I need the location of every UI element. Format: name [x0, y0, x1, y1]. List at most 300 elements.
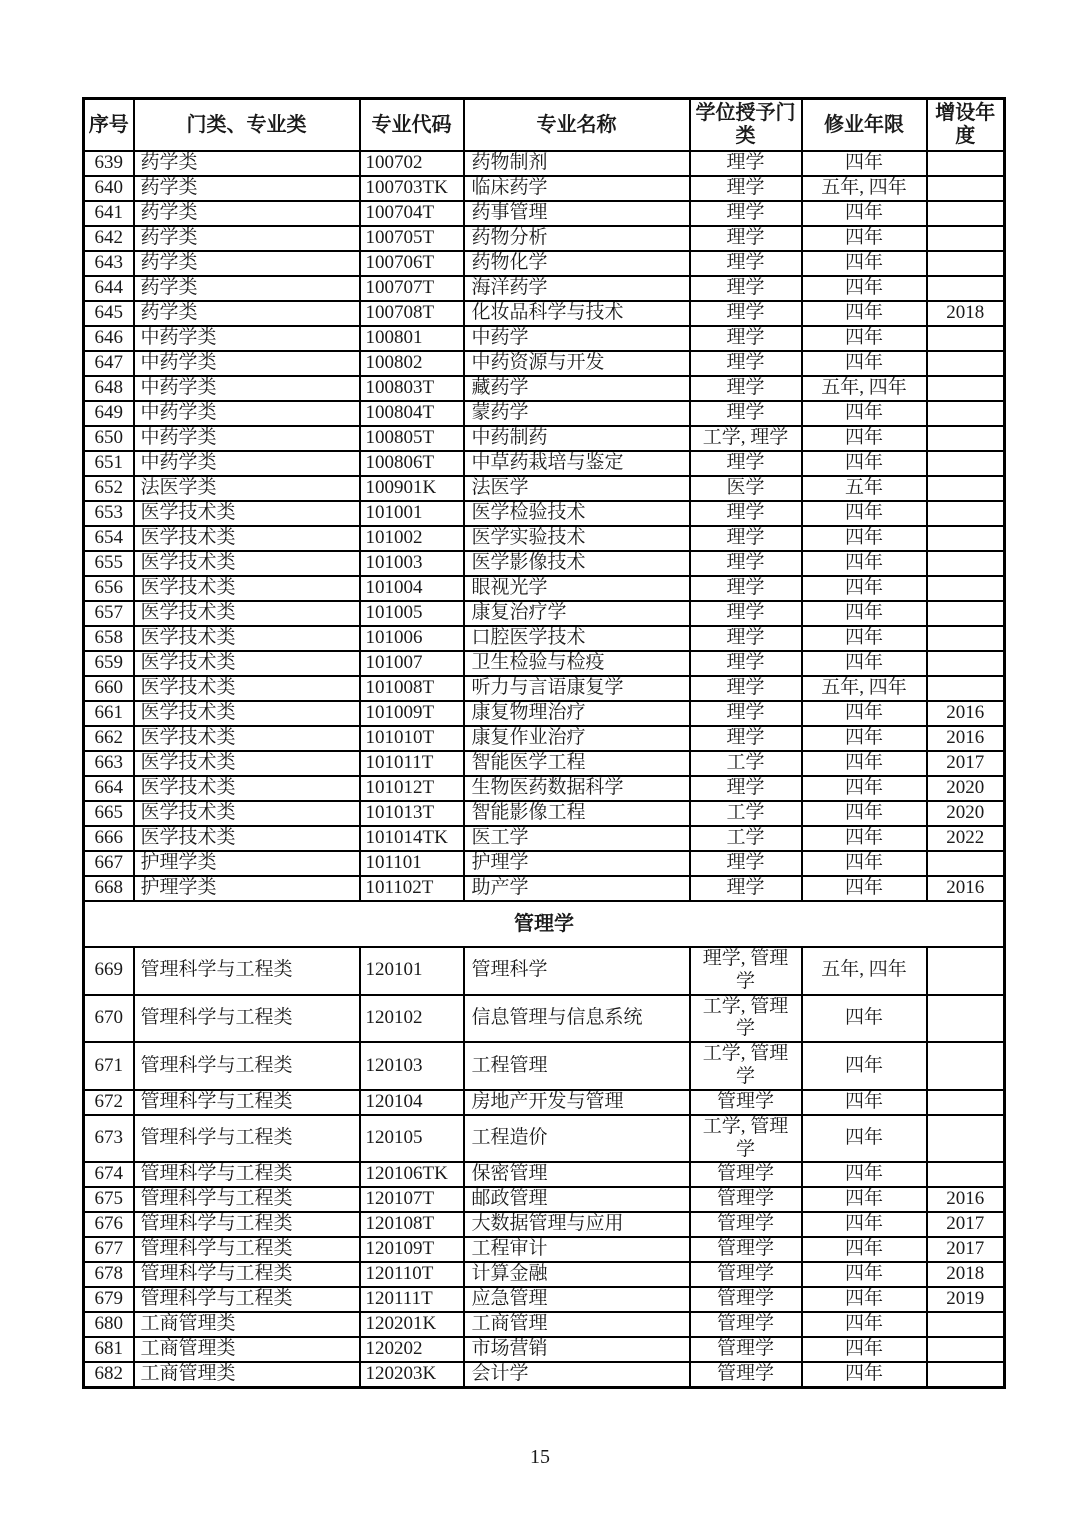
cell-name: 药物分析: [464, 226, 690, 251]
cell-code: 101002: [360, 526, 464, 551]
cell-no: 648: [84, 376, 134, 401]
cell-code: 120111T: [360, 1287, 464, 1312]
cell-added: [927, 376, 1005, 401]
cell-degree: 理学: [690, 226, 802, 251]
cell-years: 四年: [802, 626, 927, 651]
cell-code: 100901K: [360, 476, 464, 501]
cell-category: 医学技术类: [134, 601, 360, 626]
cell-code: 120201K: [360, 1312, 464, 1337]
cell-category: 管理科学与工程类: [134, 1287, 360, 1312]
section-row: [84, 901, 1005, 947]
cell-years: 四年: [802, 1115, 927, 1163]
cell-category: 工商管理类: [134, 1362, 360, 1388]
cell-no: 664: [84, 776, 134, 801]
cell-years: 五年, 四年: [802, 376, 927, 401]
cell-degree: 理学: [690, 401, 802, 426]
cell-added: 2022: [927, 826, 1005, 851]
cell-degree: 管理学: [690, 1162, 802, 1187]
cell-added: [927, 551, 1005, 576]
cell-category: 医学技术类: [134, 701, 360, 726]
cell-name: 工程管理: [464, 1042, 690, 1090]
cell-category: 管理科学与工程类: [134, 1042, 360, 1090]
cell-name: 海洋药学: [464, 276, 690, 301]
cell-no: 661: [84, 701, 134, 726]
cell-no: 679: [84, 1287, 134, 1312]
cell-added: 2017: [927, 1212, 1005, 1237]
cell-code: 101012T: [360, 776, 464, 801]
cell-no: 666: [84, 826, 134, 851]
cell-degree: 工学, 管理学: [690, 1042, 802, 1090]
cell-years: 五年, 四年: [802, 947, 927, 995]
cell-added: [927, 995, 1005, 1043]
cell-category: 药学类: [134, 201, 360, 226]
cell-degree: 理学: [690, 651, 802, 676]
cell-category: 管理科学与工程类: [134, 995, 360, 1043]
cell-years: 四年: [802, 526, 927, 551]
cell-years: 四年: [802, 876, 927, 901]
cell-category: 中药学类: [134, 401, 360, 426]
table-row: [84, 995, 1005, 1043]
cell-degree: 管理学: [690, 1237, 802, 1262]
cell-code: 120107T: [360, 1187, 464, 1212]
table-row: [84, 826, 1005, 851]
cell-category: 中药学类: [134, 326, 360, 351]
cell-added: 2017: [927, 1237, 1005, 1262]
cell-added: [927, 1337, 1005, 1362]
cell-code: 101011T: [360, 751, 464, 776]
cell-code: 100702: [360, 151, 464, 176]
col-header-degree: 学位授予门类: [690, 99, 802, 152]
cell-degree: 理学: [690, 376, 802, 401]
table-row: [84, 701, 1005, 726]
cell-degree: 管理学: [690, 1212, 802, 1237]
cell-code: 101006: [360, 626, 464, 651]
cell-code: 100804T: [360, 401, 464, 426]
cell-category: 护理学类: [134, 851, 360, 876]
cell-code: 101101: [360, 851, 464, 876]
cell-years: 四年: [802, 576, 927, 601]
cell-added: [927, 176, 1005, 201]
cell-added: [927, 151, 1005, 176]
cell-category: 中药学类: [134, 351, 360, 376]
cell-no: 673: [84, 1115, 134, 1163]
table-row: [84, 326, 1005, 351]
table-row: [84, 301, 1005, 326]
cell-added: [927, 1312, 1005, 1337]
table-row: [84, 726, 1005, 751]
cell-name: 护理学: [464, 851, 690, 876]
table-row: [84, 151, 1005, 176]
cell-years: 四年: [802, 851, 927, 876]
table-row: [84, 1090, 1005, 1115]
table-row: [84, 376, 1005, 401]
cell-added: [927, 651, 1005, 676]
cell-no: 680: [84, 1312, 134, 1337]
cell-years: 四年: [802, 276, 927, 301]
cell-no: 663: [84, 751, 134, 776]
table-row: [84, 947, 1005, 995]
table-row: [84, 1337, 1005, 1362]
cell-category: 管理科学与工程类: [134, 1090, 360, 1115]
cell-no: 678: [84, 1262, 134, 1287]
cell-added: [927, 1362, 1005, 1388]
cell-code: 100705T: [360, 226, 464, 251]
cell-added: [927, 276, 1005, 301]
cell-category: 医学技术类: [134, 776, 360, 801]
cell-degree: 理学: [690, 351, 802, 376]
table-row: [84, 1262, 1005, 1287]
cell-code: 100801: [360, 326, 464, 351]
cell-added: [927, 1042, 1005, 1090]
cell-name: 保密管理: [464, 1162, 690, 1187]
cell-degree: 管理学: [690, 1312, 802, 1337]
table-row: [84, 1237, 1005, 1262]
cell-years: 四年: [802, 451, 927, 476]
cell-years: 四年: [802, 201, 927, 226]
table-row: [84, 576, 1005, 601]
cell-code: 120104: [360, 1090, 464, 1115]
cell-name: 信息管理与信息系统: [464, 995, 690, 1043]
cell-years: 四年: [802, 1312, 927, 1337]
table-row: [84, 351, 1005, 376]
cell-name: 工程审计: [464, 1237, 690, 1262]
cell-category: 护理学类: [134, 876, 360, 901]
cell-name: 中药学: [464, 326, 690, 351]
cell-added: [927, 626, 1005, 651]
cell-years: 四年: [802, 426, 927, 451]
cell-years: 四年: [802, 1187, 927, 1212]
cell-category: 管理科学与工程类: [134, 1187, 360, 1212]
col-header-code: 专业代码: [360, 99, 464, 152]
cell-code: 120202: [360, 1337, 464, 1362]
cell-added: [927, 426, 1005, 451]
cell-no: 653: [84, 501, 134, 526]
cell-added: [927, 851, 1005, 876]
cell-category: 药学类: [134, 226, 360, 251]
cell-years: 四年: [802, 995, 927, 1043]
cell-years: 五年, 四年: [802, 176, 927, 201]
cell-code: 101007: [360, 651, 464, 676]
cell-no: 651: [84, 451, 134, 476]
cell-no: 660: [84, 676, 134, 701]
col-header-added: 增设年度: [927, 99, 1005, 152]
cell-code: 100703TK: [360, 176, 464, 201]
cell-code: 101004: [360, 576, 464, 601]
cell-code: 101013T: [360, 801, 464, 826]
cell-name: 工程造价: [464, 1115, 690, 1163]
cell-name: 药物化学: [464, 251, 690, 276]
cell-added: [927, 576, 1005, 601]
cell-no: 675: [84, 1187, 134, 1212]
cell-code: 101008T: [360, 676, 464, 701]
table-row: [84, 1312, 1005, 1337]
table-row: [84, 401, 1005, 426]
cell-years: 四年: [802, 401, 927, 426]
cell-degree: 理学: [690, 451, 802, 476]
table-row: [84, 251, 1005, 276]
cell-no: 668: [84, 876, 134, 901]
cell-added: [927, 251, 1005, 276]
cell-name: 化妆品科学与技术: [464, 301, 690, 326]
cell-added: [927, 1162, 1005, 1187]
cell-name: 管理科学: [464, 947, 690, 995]
table-row: [84, 426, 1005, 451]
table-row: [84, 1187, 1005, 1212]
cell-code: 100704T: [360, 201, 464, 226]
cell-degree: 理学: [690, 726, 802, 751]
cell-no: 659: [84, 651, 134, 676]
cell-years: 四年: [802, 826, 927, 851]
cell-degree: 理学: [690, 326, 802, 351]
cell-no: 640: [84, 176, 134, 201]
cell-years: 四年: [802, 1337, 927, 1362]
cell-name: 应急管理: [464, 1287, 690, 1312]
cell-no: 654: [84, 526, 134, 551]
cell-category: 医学技术类: [134, 801, 360, 826]
cell-name: 康复作业治疗: [464, 726, 690, 751]
cell-category: 中药学类: [134, 376, 360, 401]
cell-name: 康复物理治疗: [464, 701, 690, 726]
cell-years: 四年: [802, 226, 927, 251]
cell-added: 2016: [927, 876, 1005, 901]
cell-name: 医学影像技术: [464, 551, 690, 576]
cell-added: 2020: [927, 776, 1005, 801]
cell-degree: 工学: [690, 751, 802, 776]
cell-category: 医学技术类: [134, 526, 360, 551]
cell-added: 2016: [927, 1187, 1005, 1212]
cell-degree: 理学: [690, 301, 802, 326]
cell-added: [927, 501, 1005, 526]
cell-code: 120105: [360, 1115, 464, 1163]
cell-years: 四年: [802, 326, 927, 351]
cell-no: 662: [84, 726, 134, 751]
table-row: [84, 851, 1005, 876]
cell-name: 中草药栽培与鉴定: [464, 451, 690, 476]
cell-category: 中药学类: [134, 426, 360, 451]
cell-no: 642: [84, 226, 134, 251]
table-row: [84, 651, 1005, 676]
cell-added: [927, 226, 1005, 251]
cell-name: 藏药学: [464, 376, 690, 401]
cell-name: 药物制剂: [464, 151, 690, 176]
cell-added: [927, 451, 1005, 476]
table-row: [84, 1362, 1005, 1388]
table-row: [84, 776, 1005, 801]
cell-added: 2018: [927, 1262, 1005, 1287]
table-row: [84, 601, 1005, 626]
table-row: [84, 526, 1005, 551]
cell-degree: 理学: [690, 176, 802, 201]
cell-degree: 理学: [690, 526, 802, 551]
cell-name: 中药资源与开发: [464, 351, 690, 376]
table-row: [84, 276, 1005, 301]
cell-years: 四年: [802, 801, 927, 826]
cell-no: 658: [84, 626, 134, 651]
cell-added: [927, 1090, 1005, 1115]
cell-no: 676: [84, 1212, 134, 1237]
table-row: [84, 801, 1005, 826]
cell-years: 四年: [802, 776, 927, 801]
cell-name: 卫生检验与检疫: [464, 651, 690, 676]
cell-years: 四年: [802, 726, 927, 751]
cell-category: 医学技术类: [134, 676, 360, 701]
cell-name: 眼视光学: [464, 576, 690, 601]
cell-no: 669: [84, 947, 134, 995]
cell-category: 药学类: [134, 151, 360, 176]
cell-code: 120108T: [360, 1212, 464, 1237]
cell-name: 听力与言语康复学: [464, 676, 690, 701]
cell-degree: 管理学: [690, 1090, 802, 1115]
cell-years: 四年: [802, 551, 927, 576]
cell-category: 管理科学与工程类: [134, 1237, 360, 1262]
cell-years: 四年: [802, 351, 927, 376]
cell-years: 五年, 四年: [802, 676, 927, 701]
cell-category: 医学技术类: [134, 501, 360, 526]
cell-years: 四年: [802, 651, 927, 676]
cell-category: 管理科学与工程类: [134, 947, 360, 995]
cell-added: [927, 201, 1005, 226]
cell-name: 计算金融: [464, 1262, 690, 1287]
cell-degree: 管理学: [690, 1262, 802, 1287]
cell-name: 医学实验技术: [464, 526, 690, 551]
cell-code: 100802: [360, 351, 464, 376]
cell-degree: 理学: [690, 701, 802, 726]
cell-degree: 理学: [690, 776, 802, 801]
cell-years: 四年: [802, 1090, 927, 1115]
table-row: [84, 451, 1005, 476]
table-row: [84, 751, 1005, 776]
cell-degree: 理学: [690, 626, 802, 651]
cell-no: 652: [84, 476, 134, 501]
cell-added: [927, 676, 1005, 701]
cell-degree: 理学: [690, 576, 802, 601]
cell-code: 120102: [360, 995, 464, 1043]
cell-no: 667: [84, 851, 134, 876]
cell-added: [927, 401, 1005, 426]
table-row: [84, 676, 1005, 701]
cell-added: [927, 947, 1005, 995]
cell-years: 四年: [802, 1162, 927, 1187]
cell-degree: 医学: [690, 476, 802, 501]
cell-years: 五年: [802, 476, 927, 501]
page-number: 15: [530, 1446, 550, 1468]
cell-no: 644: [84, 276, 134, 301]
cell-no: 677: [84, 1237, 134, 1262]
cell-no: 655: [84, 551, 134, 576]
cell-category: 医学技术类: [134, 651, 360, 676]
cell-degree: 理学: [690, 251, 802, 276]
cell-name: 会计学: [464, 1362, 690, 1388]
cell-degree: 理学: [690, 851, 802, 876]
cell-degree: 管理学: [690, 1362, 802, 1388]
table-row: [84, 1162, 1005, 1187]
table-row: [84, 1115, 1005, 1163]
cell-name: 市场营销: [464, 1337, 690, 1362]
cell-added: 2019: [927, 1287, 1005, 1312]
cell-name: 工商管理: [464, 1312, 690, 1337]
cell-code: 101001: [360, 501, 464, 526]
section-header: 管理学: [84, 901, 1005, 947]
cell-no: 671: [84, 1042, 134, 1090]
cell-no: 657: [84, 601, 134, 626]
cell-category: 医学技术类: [134, 826, 360, 851]
cell-name: 生物医药数据科学: [464, 776, 690, 801]
cell-name: 智能医学工程: [464, 751, 690, 776]
cell-years: 四年: [802, 501, 927, 526]
cell-name: 医工学: [464, 826, 690, 851]
cell-degree: 理学: [690, 151, 802, 176]
cell-years: 四年: [802, 301, 927, 326]
table-body: [84, 151, 1005, 1388]
col-header-no: 序号: [84, 99, 134, 152]
cell-no: 682: [84, 1362, 134, 1388]
cell-code: 120203K: [360, 1362, 464, 1388]
cell-name: 大数据管理与应用: [464, 1212, 690, 1237]
cell-category: 医学技术类: [134, 751, 360, 776]
cell-category: 管理科学与工程类: [134, 1262, 360, 1287]
cell-degree: 工学, 管理学: [690, 1115, 802, 1163]
cell-code: 120101: [360, 947, 464, 995]
cell-no: 670: [84, 995, 134, 1043]
table-row: [84, 476, 1005, 501]
col-header-name: 专业名称: [464, 99, 690, 152]
cell-no: 681: [84, 1337, 134, 1362]
cell-name: 助产学: [464, 876, 690, 901]
cell-added: [927, 601, 1005, 626]
cell-added: [927, 476, 1005, 501]
cell-degree: 工学, 管理学: [690, 995, 802, 1043]
cell-category: 中药学类: [134, 451, 360, 476]
cell-added: [927, 351, 1005, 376]
cell-added: [927, 326, 1005, 351]
cell-degree: 管理学: [690, 1187, 802, 1212]
cell-added: 2017: [927, 751, 1005, 776]
cell-degree: 理学: [690, 601, 802, 626]
cell-no: 647: [84, 351, 134, 376]
cell-degree: 工学: [690, 801, 802, 826]
cell-added: 2016: [927, 701, 1005, 726]
cell-name: 康复治疗学: [464, 601, 690, 626]
cell-degree: 工学, 理学: [690, 426, 802, 451]
cell-code: 101005: [360, 601, 464, 626]
cell-no: 656: [84, 576, 134, 601]
cell-code: 100708T: [360, 301, 464, 326]
table-row: [84, 626, 1005, 651]
cell-code: 120110T: [360, 1262, 464, 1287]
table-row: [84, 1212, 1005, 1237]
cell-name: 邮政管理: [464, 1187, 690, 1212]
table-header: [84, 99, 1005, 152]
table-row: [84, 1042, 1005, 1090]
cell-degree: 理学: [690, 201, 802, 226]
cell-name: 智能影像工程: [464, 801, 690, 826]
cell-code: 120103: [360, 1042, 464, 1090]
cell-degree: 管理学: [690, 1337, 802, 1362]
cell-degree: 理学: [690, 276, 802, 301]
cell-years: 四年: [802, 1287, 927, 1312]
table-row: [84, 1287, 1005, 1312]
cell-category: 药学类: [134, 251, 360, 276]
cell-no: 672: [84, 1090, 134, 1115]
cell-no: 639: [84, 151, 134, 176]
cell-code: 100806T: [360, 451, 464, 476]
cell-category: 医学技术类: [134, 576, 360, 601]
cell-no: 650: [84, 426, 134, 451]
cell-no: 645: [84, 301, 134, 326]
cell-category: 医学技术类: [134, 626, 360, 651]
cell-category: 医学技术类: [134, 726, 360, 751]
cell-added: 2020: [927, 801, 1005, 826]
